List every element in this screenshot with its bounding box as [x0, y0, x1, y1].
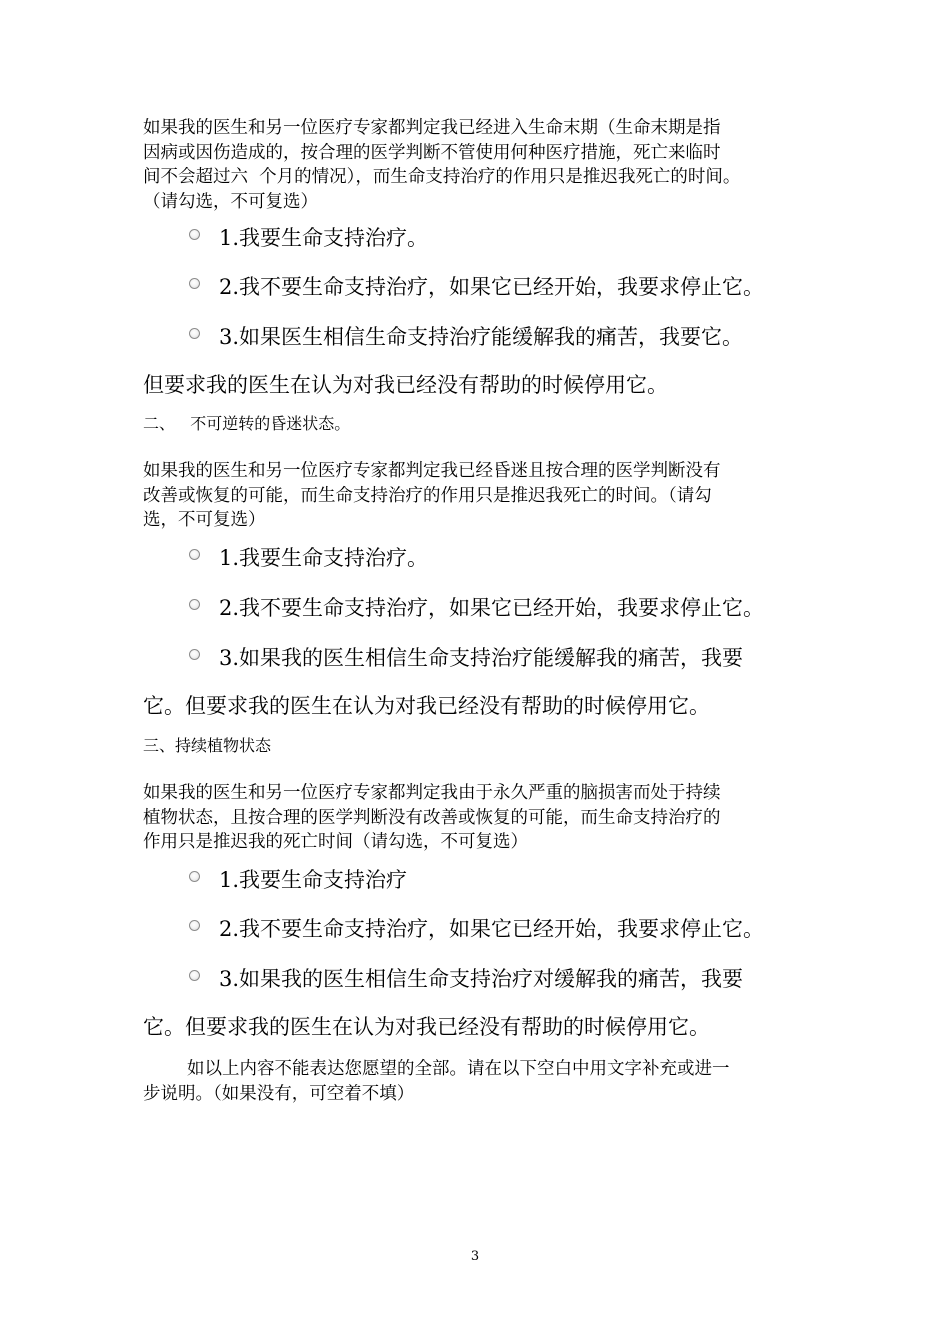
radio-button[interactable]: [189, 229, 200, 240]
radio-button[interactable]: [189, 328, 200, 339]
option-label: 2.我不要生命支持治疗，如果它已经开始，我要求停止它。: [219, 596, 765, 620]
option-label: 1.我要生命支持治疗: [219, 868, 408, 892]
radio-button[interactable]: [189, 649, 200, 660]
intro-line: 因病或因伤造成的，按合理的医学判断不管使用何种医疗措施，死亡来临时: [143, 142, 721, 163]
radio-button[interactable]: [189, 970, 200, 981]
section3-option-3[interactable]: [189, 963, 743, 993]
intro-line: 植物状态，且按合理的医学判断没有改善或恢复的可能，而生命支持治疗的: [143, 807, 721, 828]
intro-line: 作用只是推迟我的死亡时间（请勾选，不可复选）: [143, 832, 528, 852]
intro-line: 间不会超过六 个月的情况），而生命支持治疗的作用只是推迟我死亡的时间。: [143, 167, 741, 187]
section1-intro: [143, 116, 793, 214]
option-label: 3.如果我的医生相信生命支持治疗能缓解我的痛苦，我要: [219, 646, 744, 670]
section2-heading: 二、 不可逆转的昏迷状态。: [143, 414, 351, 433]
section1-option-1[interactable]: [189, 222, 428, 252]
section2-intro: [143, 459, 793, 533]
intro-line: 如果我的医生和另一位医疗专家都判定我已经进入生命末期（生命末期是指: [143, 118, 721, 138]
section1-continuation: 但要求我的医生在认为对我已经没有帮助的时候停用它。: [143, 373, 668, 397]
closing-line: 如以上内容不能表达您愿望的全部。请在以下空白中用文字补充或进一: [187, 1059, 730, 1079]
option-label: 3.如果我的医生相信生命支持治疗对缓解我的痛苦，我要: [219, 967, 744, 991]
radio-button[interactable]: [189, 278, 200, 289]
closing-paragraph: [143, 1057, 793, 1106]
intro-line: （请勾选，不可复选）: [143, 191, 318, 212]
section2-option-3[interactable]: [189, 642, 743, 672]
page-number: 3: [470, 1249, 480, 1264]
section3-continuation: 它。但要求我的医生在认为对我已经没有帮助的时候停用它。: [143, 1015, 710, 1039]
section3-intro: [143, 781, 793, 855]
radio-button[interactable]: [189, 871, 200, 882]
section2-continuation: 它。但要求我的医生在认为对我已经没有帮助的时候停用它。: [143, 694, 710, 718]
option-label: 2.我不要生命支持治疗，如果它已经开始，我要求停止它。: [219, 275, 765, 299]
section1-option-2[interactable]: [189, 271, 764, 301]
option-label: 1.我要生命支持治疗。: [219, 546, 429, 570]
section3-heading: 三、持续植物状态: [143, 736, 272, 755]
section1-option-3[interactable]: [189, 321, 743, 351]
section3-option-2[interactable]: [189, 913, 764, 943]
option-label: 3.如果医生相信生命支持治疗能缓解我的痛苦，我要它。: [219, 325, 744, 349]
radio-button[interactable]: [189, 920, 200, 931]
section2-option-2[interactable]: [189, 592, 764, 622]
intro-line: 如果我的医生和另一位医疗专家都判定我由于永久严重的脑损害而处于持续: [143, 783, 721, 803]
intro-line: 如果我的医生和另一位医疗专家都判定我已经昏迷且按合理的医学判断没有: [143, 461, 721, 481]
option-label: 2.我不要生命支持治疗，如果它已经开始，我要求停止它。: [219, 917, 765, 941]
section3-option-1[interactable]: [189, 864, 407, 894]
radio-button[interactable]: [189, 549, 200, 560]
radio-button[interactable]: [189, 599, 200, 610]
section2-option-1[interactable]: [189, 542, 428, 572]
intro-line: 选，不可复选）: [143, 510, 266, 530]
closing-line: 步说明。（如果没有，可空着不填）: [143, 1083, 415, 1104]
intro-line: 改善或恢复的可能，而生命支持治疗的作用只是推迟我死亡的时间。（请勾: [143, 485, 712, 506]
option-label: 1.我要生命支持治疗。: [219, 226, 429, 250]
